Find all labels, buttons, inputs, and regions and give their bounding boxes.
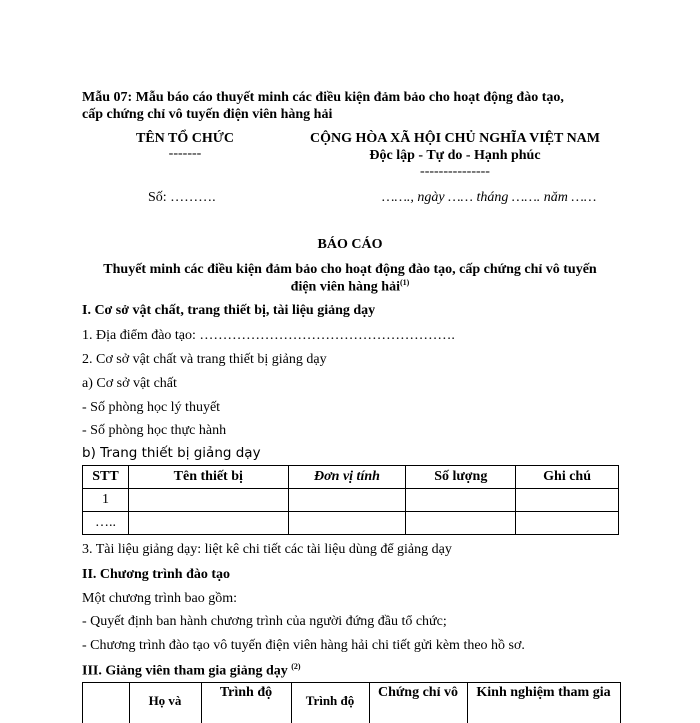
table-cell: 1	[83, 489, 129, 512]
table-cell	[128, 489, 288, 512]
report-subtitle-line2	[0, 278, 700, 296]
table-cell	[288, 489, 406, 512]
table-row	[83, 512, 619, 535]
section2-intro: Một chương trình bao gồm:	[82, 591, 237, 606]
report-subtitle-text: điện viên hàng hải	[290, 279, 400, 295]
col-header-unit: Đơn vị tính	[288, 466, 406, 489]
table-cell	[406, 489, 516, 512]
motto-dash: ---------------	[420, 164, 490, 179]
table-cell	[516, 512, 619, 535]
col-header-equipment-name: Tên thiết bị	[128, 466, 288, 489]
table-cell: …..	[83, 512, 129, 535]
table-cell	[128, 512, 288, 535]
report-subtitle-note: (1)	[400, 278, 410, 287]
report-subtitle-line1: Thuyết minh các điều kiện đảm bảo cho hoạt động đào tạo, cấp chứng chỉ vô tuyến	[103, 262, 597, 277]
teacher-col-name: Họ và	[148, 693, 182, 708]
section2-dash2: - Chương trình đào tạo vô tuyến điện viên hàng hải chi tiết gửi kèm theo hồ sơ.	[82, 638, 525, 653]
equipment-table	[82, 465, 619, 535]
section3-note: (2)	[291, 662, 301, 671]
equipment-table-header-row	[83, 466, 619, 489]
teacher-col-level2: Trình độ	[305, 693, 355, 708]
section1-dash1: - Số phòng học lý thuyết	[82, 400, 221, 415]
table-cell	[516, 489, 619, 512]
section1-item-a: a) Cơ sở vật chất	[82, 376, 177, 391]
org-name: TÊN TỔ CHỨC	[135, 131, 234, 146]
form-title-line1: Mẫu 07: Mẫu báo cáo thuyết minh các điều kiện đảm bảo cho hoạt động đào tạo,	[82, 90, 564, 105]
table-row	[83, 489, 619, 512]
motto: Độc lập - Tự do - Hạnh phúc	[369, 148, 541, 163]
org-dash: -------	[168, 146, 202, 161]
section1-item1: 1. Địa điểm đào tạo: ……………………………………………….	[82, 328, 455, 343]
table-cell	[288, 512, 406, 535]
teacher-col-level1: Trình độ	[219, 685, 273, 700]
form-title-line2: cấp chứng chỉ vô tuyến điện viên hàng hải	[82, 107, 333, 122]
section3-heading	[82, 662, 301, 680]
teacher-table	[82, 682, 621, 723]
section1-heading: I. Cơ sở vật chất, trang thiết bị, tài liệu giảng dạy	[82, 303, 376, 318]
section2-dash1: - Quyết định ban hành chương trình của người đứng đầu tổ chức;	[82, 614, 447, 629]
section1-item2: 2. Cơ sở vật chất và trang thiết bị giảng dạy	[82, 352, 327, 367]
section2-heading: II. Chương trình đào tạo	[82, 567, 231, 582]
section3-heading-text: III. Giảng viên tham gia giảng dạy	[82, 663, 288, 679]
col-header-note: Ghi chú	[516, 466, 619, 489]
teacher-col-certificate: Chứng chỉ vô	[378, 685, 458, 700]
teacher-col-experience: Kinh nghiệm tham gia	[476, 685, 611, 700]
col-header-stt: STT	[83, 466, 129, 489]
section1-item-b: b) Trang thiết bị giảng dạy	[82, 445, 261, 461]
col-header-quantity: Số lượng	[406, 466, 516, 489]
section1-dash2: - Số phòng học thực hành	[82, 423, 227, 438]
document-number: Số: ……….	[148, 190, 216, 205]
document-date: ……., ngày …… tháng ……. năm ……	[382, 190, 597, 205]
country-name: CỘNG HÒA XÃ HỘI CHỦ NGHĨA VIỆT NAM	[309, 131, 600, 146]
section1-item3: 3. Tài liệu giảng dạy: liệt kê chi tiết các tài liệu dùng để giảng dạy	[82, 542, 452, 557]
report-title: BÁO CÁO	[317, 237, 383, 252]
table-cell	[406, 512, 516, 535]
